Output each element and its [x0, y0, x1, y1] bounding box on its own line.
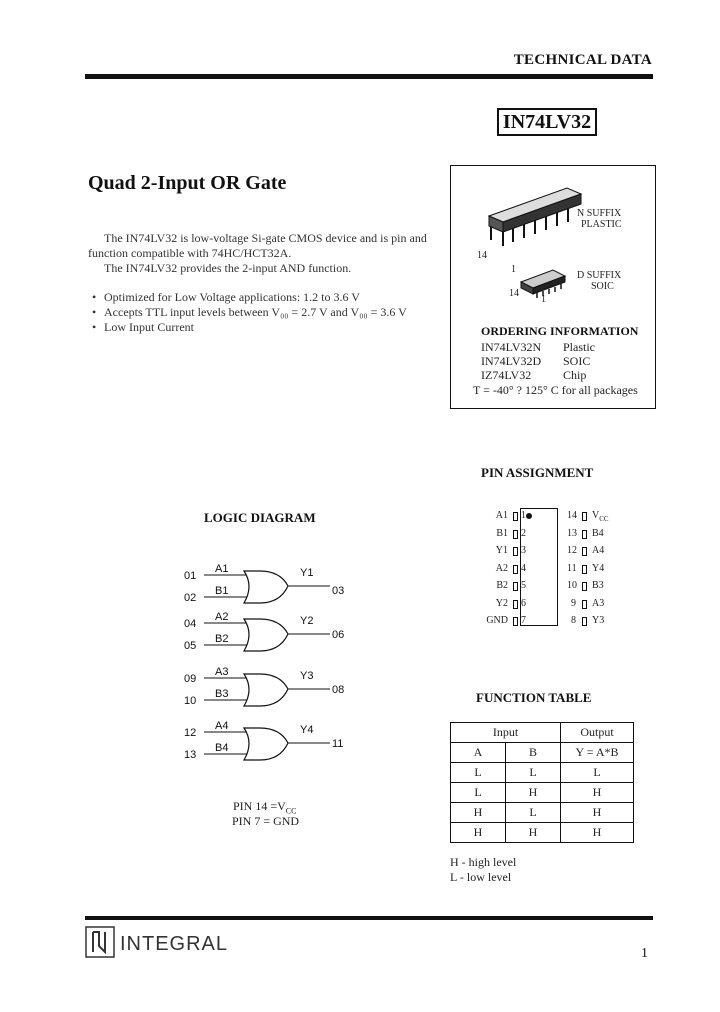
feature-item: • Accepts TTL input levels between V₀₀ = 2.7 V and V₀₀ = 3.6 V [92, 305, 407, 320]
description-line-2: function compatible with 74HC/HCT32A. [88, 246, 292, 260]
d-suffix-label: D SUFFIX [577, 270, 622, 281]
table-cell: H [451, 823, 506, 843]
pin-left-6 [470, 598, 530, 612]
pin-name: B1 [496, 527, 508, 539]
pin-right-10 [560, 580, 620, 594]
pin-number: 5 [521, 580, 526, 591]
pin-number: 1 [521, 510, 526, 521]
integral-logo-icon [85, 926, 115, 958]
pin-left-7 [470, 615, 530, 629]
gate-output-label: Y1 [300, 567, 314, 579]
gate-input-label: A2 [215, 611, 229, 623]
gate-input-pin: 04 [184, 618, 197, 630]
table-cell: H [561, 803, 634, 823]
feature-list [92, 290, 407, 335]
pin-number: 6 [521, 597, 526, 609]
gate-input-label: A3 [215, 666, 229, 678]
soic-pin1-label: 1 [541, 294, 546, 305]
pin-name: B3 [592, 580, 604, 591]
pin-right-14 [560, 510, 620, 524]
part-number: IN74LV32 [497, 108, 597, 136]
package-illustrations [451, 166, 655, 316]
dip-pin1-label: 1 [511, 264, 516, 275]
gate-input-label: B3 [215, 688, 229, 700]
pin-lead-icon [582, 600, 587, 609]
input-header: Input [451, 723, 561, 743]
gate-output-label: Y3 [300, 670, 314, 682]
pin-name: Y2 [495, 597, 508, 609]
gate-input-pin: 09 [184, 673, 197, 685]
table-cell: L [451, 763, 506, 783]
pin-left-5 [470, 580, 530, 594]
col-a-header: A [451, 743, 506, 763]
gate-output-pin: 08 [332, 684, 345, 696]
table-row [451, 763, 634, 783]
pin-number: 8 [571, 615, 576, 626]
or-gate-1 [184, 563, 344, 604]
logic-diagram [170, 555, 370, 770]
output-header: Output [561, 723, 634, 743]
pin-lead-icon [582, 582, 587, 591]
d-package-type: SOIC [591, 281, 614, 292]
or-gate-icon [244, 674, 288, 706]
pin-number: 12 [567, 545, 577, 556]
header-rule [85, 74, 653, 79]
pin-name: B2 [496, 580, 508, 591]
table-row [451, 823, 634, 843]
ordering-part: IZ74LV32 [481, 368, 532, 382]
pin-number: 9 [571, 597, 576, 609]
pin-right-9 [560, 598, 620, 612]
pin-lead-icon [513, 582, 518, 591]
pin-number: 11 [567, 562, 577, 574]
pin-number: 14 [567, 510, 577, 521]
pin-left-1 [470, 510, 530, 524]
pin-assignment-title: PIN ASSIGNMENT [481, 465, 594, 480]
pin-name: B4 [592, 527, 604, 539]
or-gate-3 [184, 666, 344, 707]
table-cell: L [561, 763, 634, 783]
legend-low: L - low level [450, 870, 512, 884]
table-cell: L [506, 803, 561, 823]
pin-name: Y1 [495, 545, 508, 556]
ordering-part: IN74LV32N [481, 340, 542, 354]
or-gate-icon [244, 728, 288, 760]
header-title: TECHNICAL DATA [513, 52, 652, 68]
pin-name: A4 [592, 545, 605, 556]
or-gate-4 [184, 720, 343, 761]
pin-lead-icon [513, 600, 518, 609]
pin-left-4 [470, 563, 530, 577]
pin-lead-icon [513, 565, 518, 574]
gate-input-pin: 05 [184, 640, 197, 652]
n-suffix-label: N SUFFIX [577, 208, 622, 219]
pin-lead-icon [582, 565, 587, 574]
gate-input-label: B4 [215, 742, 229, 754]
pin-right-8 [560, 615, 620, 629]
table-cell: H [561, 783, 634, 803]
company-name: INTEGRAL [120, 933, 229, 955]
gate-input-pin: 12 [184, 727, 197, 739]
pin-name: Y4 [592, 562, 605, 574]
gate-input-label: A1 [215, 563, 229, 575]
col-y-header: Y = A*B [561, 743, 634, 763]
pin-lead-icon [582, 512, 587, 521]
ordering-package: SOIC [563, 354, 591, 368]
gate-input-pin: 01 [184, 570, 197, 582]
table-cell: H [506, 783, 561, 803]
dip-pin14-label: 14 [477, 250, 487, 261]
or-gate-2 [184, 611, 344, 652]
pin-number: 4 [521, 562, 526, 574]
ordering-package: Plastic [563, 340, 595, 354]
pin-number: 3 [521, 545, 526, 556]
pin-name: $V_{CC}$ [592, 510, 609, 523]
pin14-note [233, 799, 296, 815]
package-box [450, 165, 656, 409]
pin-lead-icon [582, 547, 587, 556]
logic-diagram-title: LOGIC DIAGRAM [204, 510, 316, 525]
table-row [451, 803, 634, 823]
function-table [450, 722, 634, 843]
pin-lead-icon [513, 512, 518, 521]
gate-input-label: B2 [215, 633, 229, 645]
table-cell: L [451, 783, 506, 803]
gate-output-pin: 03 [332, 585, 345, 597]
description-line-1: The IN74LV32 is low-voltage Si-gate CMOS device and is pin and [104, 231, 427, 245]
gate-input-label: B1 [215, 585, 229, 597]
or-gate-icon [244, 619, 288, 651]
function-table-title: FUNCTION TABLE [476, 690, 592, 705]
pin14-subscript: CC [285, 806, 297, 816]
description [88, 231, 438, 276]
pin-lead-icon [513, 530, 518, 539]
feature-item: • Optimized for Low Voltage applications: 1.2 to 3.6 V [92, 290, 407, 305]
dip-package-icon [489, 188, 581, 246]
ordering-package: Chip [563, 368, 587, 382]
legend-high: H - high level [450, 855, 517, 869]
pin-number: 10 [567, 580, 577, 591]
table-cell: H [506, 823, 561, 843]
document-title: Quad 2-Input OR Gate [88, 172, 287, 194]
ordering-title: ORDERING INFORMATION [481, 324, 639, 338]
page-number: 1 [641, 946, 648, 961]
pin-number: 13 [567, 527, 577, 539]
ordering-part: IN74LV32D [481, 354, 542, 368]
gate-input-pin: 10 [184, 695, 197, 707]
pin-right-11 [560, 563, 620, 577]
gate-output-pin: 06 [332, 629, 345, 641]
pin-name: Y3 [592, 615, 605, 626]
pin-lead-icon [513, 617, 518, 626]
pin-left-3 [470, 545, 530, 559]
feature-item: • Low Input Current [92, 320, 407, 335]
col-b-header: B [506, 743, 561, 763]
pin-name: A2 [495, 562, 508, 574]
gate-output-label: Y4 [300, 724, 314, 736]
n-package-type: PLASTIC [581, 219, 622, 230]
table-cell: L [506, 763, 561, 783]
pin-lead-icon [513, 547, 518, 556]
temperature-note: T = -40° ? 125° C for all packages [473, 383, 638, 397]
pin-name: GND [486, 615, 508, 626]
pin-lead-icon [582, 530, 587, 539]
table-row [451, 783, 634, 803]
description-line-3: The IN74LV32 provides the 2-input AND function. [104, 261, 352, 275]
pin-lead-icon [582, 617, 587, 626]
pin-name: A3 [592, 597, 605, 609]
pin-name-subscript: CC [599, 515, 609, 523]
pin-number: 2 [521, 527, 526, 539]
pin-name: A1 [495, 510, 508, 521]
pin14-text: PIN 14 =V [233, 799, 286, 813]
pin-number: 7 [521, 615, 526, 626]
gate-input-pin: 13 [184, 749, 197, 761]
gate-output-label: Y2 [300, 615, 314, 627]
gate-output-pin: 11 [332, 738, 344, 750]
table-cell: H [451, 803, 506, 823]
soic-pin14-label: 14 [509, 288, 519, 299]
pin7-note: PIN 7 = GND [232, 814, 300, 828]
or-gate-icon [244, 571, 288, 603]
pin-right-12 [560, 545, 620, 559]
footer-rule [85, 916, 653, 920]
pin-right-13 [560, 528, 620, 542]
table-cell: H [561, 823, 634, 843]
gate-input-pin: 02 [184, 592, 197, 604]
pin-left-2 [470, 528, 530, 542]
gate-input-label: A4 [215, 720, 229, 732]
